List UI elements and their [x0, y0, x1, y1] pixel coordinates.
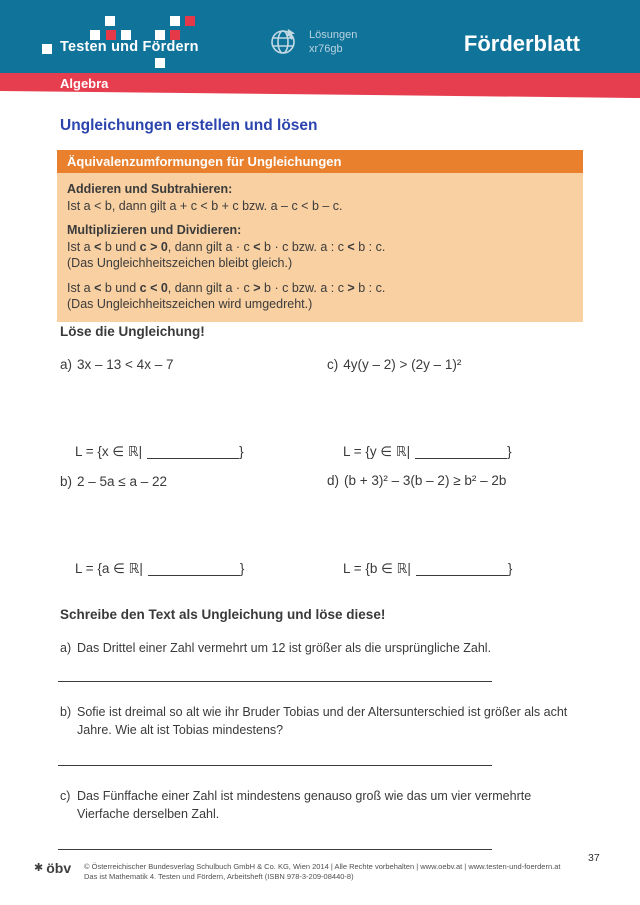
item-label: c) — [327, 357, 339, 372]
solution-suffix: } — [239, 444, 244, 459]
header-bar — [0, 0, 640, 73]
brand-logo-text: Testen und Fördern — [60, 39, 199, 55]
infobox-rule-line: Ist a < b, dann gilt a + c < b + c bzw. a – c < b – c. — [67, 198, 343, 213]
solution-suffix: } — [239, 561, 245, 576]
copyright-text — [84, 862, 562, 882]
rule-infobox — [57, 150, 583, 322]
solutions-code: xr76gb — [309, 43, 343, 55]
solution-prefix: L = {b ∈ ℝ| — [343, 561, 411, 576]
solutions-badge — [268, 26, 357, 58]
publisher-name: öbv — [46, 860, 72, 876]
infobox-rule-note: (Das Ungleichheitszeichen bleibt gleich.) — [67, 256, 293, 270]
solution-suffix: } — [507, 444, 512, 459]
copyright-line-1: © Österreichischer Bundesverlag Schulbuch GmbH & Co. KG, Wien 2014 | Alle Rechte vorbehalten | www.oebv.at | www.testen-und-foerdern.at — [84, 862, 561, 871]
equation: 2 – 5a ≤ a – 22 — [77, 474, 167, 489]
answer-line — [58, 765, 492, 766]
sheet-type-title: Förderblatt — [463, 31, 580, 56]
task2-heading: Schreibe den Text als Ungleichung und löse diese! — [60, 607, 386, 622]
solution-blank — [415, 446, 507, 459]
infobox-rule-line: Ist a < b und c > 0, dann gilt a · c < b · c bzw. a : c < b : c. — [67, 239, 386, 254]
infobox-rule-line: Ist a < b und c < 0, dann gilt a · c > b · c bzw. a : c > b : c. — [67, 280, 386, 295]
item-label: a) — [60, 641, 72, 655]
copyright-line-2: Das ist Mathematik 4. Testen und Fördern, Arbeitsheft (ISBN 978-3-209-08440-8) — [84, 872, 354, 881]
page-number: 37 — [588, 852, 600, 864]
task1-item-a — [60, 357, 173, 372]
solution-blank — [147, 446, 239, 459]
solution-prefix: L = {a ∈ ℝ| — [75, 561, 143, 576]
item-label: a) — [60, 357, 73, 372]
solution-set-a — [75, 444, 244, 460]
word-problem-text: Das Fünffache einer Zahl ist mindestens genauso groß wie das um vier vermehrte Vierfache derselben Zahl. — [77, 789, 532, 821]
solutions-text — [309, 28, 357, 56]
logo-square — [42, 44, 52, 54]
infobox-body — [57, 173, 583, 322]
task2-item-c — [60, 787, 575, 823]
publisher-logo — [34, 860, 71, 876]
word-problem-text: Sofie ist dreimal so alt wie ihr Bruder Tobias und der Altersunterschied ist größer als acht Jahre. Wie alt ist Tobias mindestens? — [77, 705, 568, 737]
equation: (b + 3)² – 3(b – 2) ≥ b² – 2b — [344, 473, 507, 488]
task1-item-d — [327, 473, 506, 488]
publisher-star-icon: ✱ — [34, 862, 44, 874]
solution-set-d — [343, 561, 512, 577]
task2-item-a — [60, 639, 575, 657]
task1-item-b — [60, 474, 167, 489]
answer-line — [58, 681, 492, 682]
solution-prefix: L = {y ∈ ℝ| — [343, 444, 411, 459]
infobox-section-heading: Multiplizieren und Dividieren: — [67, 223, 242, 237]
solution-set-c — [343, 444, 512, 460]
infobox-title: Äquivalenzumformungen für Ungleichungen — [57, 150, 583, 173]
solutions-label: Lösungen — [309, 29, 358, 41]
equation: 3x – 13 < 4x – 7 — [77, 357, 174, 372]
item-label: b) — [60, 474, 73, 489]
solution-suffix: } — [507, 561, 513, 576]
task1-heading: Löse die Ungleichung! — [60, 324, 205, 339]
answer-line — [58, 849, 492, 850]
word-problem-text: Das Drittel einer Zahl vermehrt um 12 ist größer als die ursprüngliche Zahl. — [77, 641, 492, 655]
logo-square — [185, 16, 195, 26]
infobox-rule-note: (Das Ungleichheitszeichen wird umgedreht.) — [67, 297, 313, 311]
globe-cursor-icon — [268, 26, 300, 58]
logo-square — [170, 16, 180, 26]
item-label: b) — [60, 705, 72, 719]
task2-item-b — [60, 703, 575, 739]
solution-blank — [416, 563, 508, 576]
infobox-section-negative-factor — [67, 280, 573, 313]
item-label: c) — [60, 789, 71, 803]
solution-set-b — [75, 561, 244, 577]
infobox-section-multiply-divide — [67, 222, 573, 272]
task1-item-c — [327, 357, 461, 372]
equation: 4y(y – 2) > (2y – 1)² — [343, 357, 462, 372]
infobox-section-add-subtract — [67, 181, 573, 214]
solution-prefix: L = {x ∈ ℝ| — [75, 444, 143, 459]
logo-square — [105, 16, 115, 26]
infobox-section-heading: Addieren und Subtrahieren: — [67, 182, 233, 196]
logo-square — [155, 58, 165, 68]
solution-blank — [148, 563, 240, 576]
category-label: Algebra — [60, 76, 109, 91]
page-title: Ungleichungen erstellen und lösen — [60, 117, 318, 134]
item-label: d) — [327, 473, 340, 488]
